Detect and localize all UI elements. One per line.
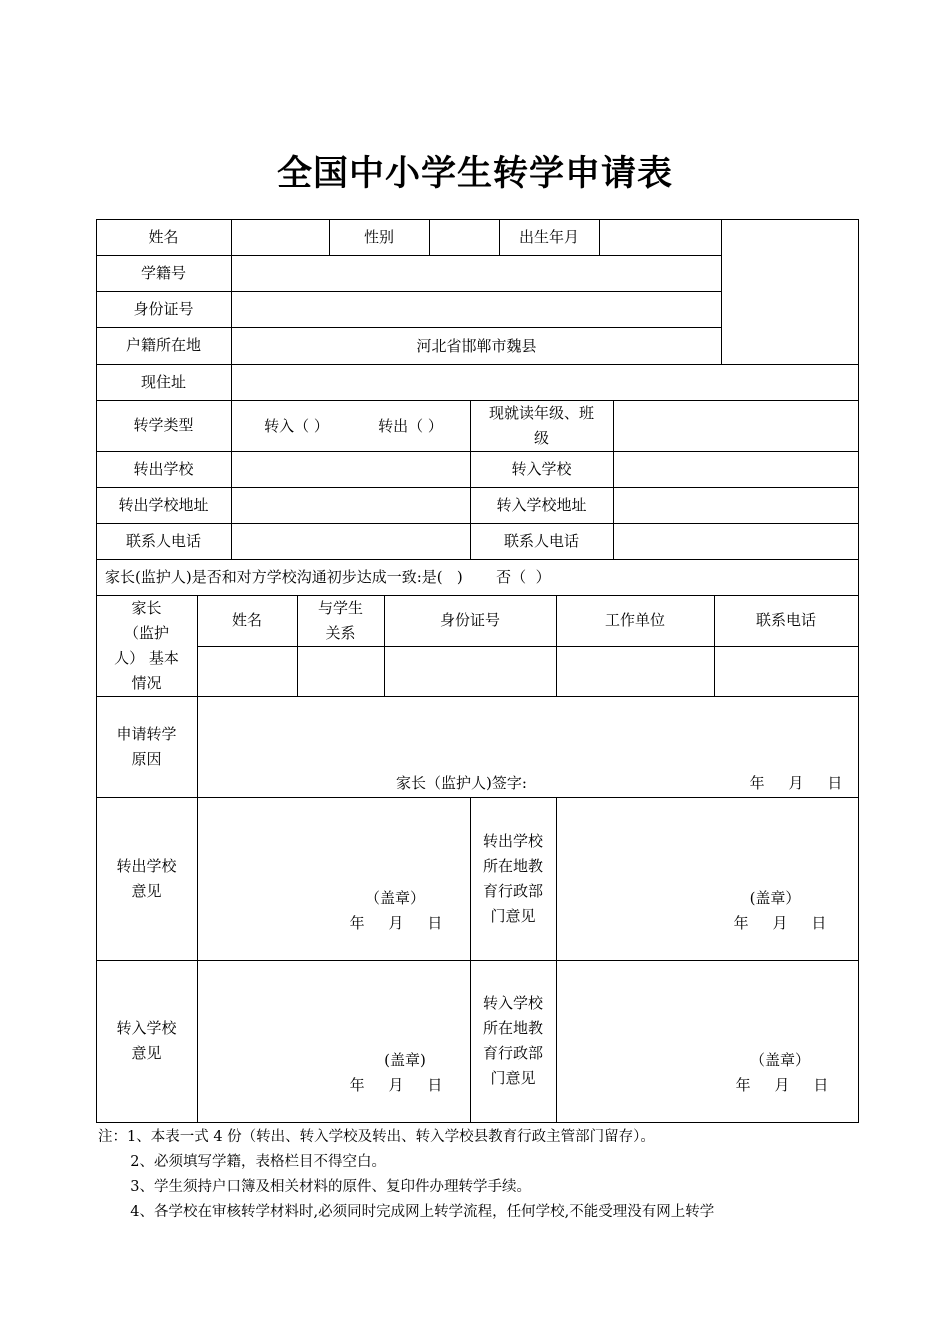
out-contact-phone-label: 联系人电话 (125, 531, 201, 550)
out-school-date: 年 月 日 (349, 914, 443, 932)
gender-label: 性别 (363, 227, 394, 246)
birth-field[interactable] (600, 220, 721, 255)
guardian-col-id: 身份证号 (439, 611, 500, 629)
guardian-relation-field[interactable] (298, 647, 384, 696)
out-edu-dept-date: 年 月 日 (733, 914, 827, 932)
in-school-opinion-field[interactable] (198, 961, 470, 1041)
reason-field[interactable] (198, 697, 858, 769)
in-school-label: 转入学校 (511, 459, 572, 478)
in-edu-dept-opinion-label: 转入学校 所在地教 育行政部 门意见 (482, 994, 543, 1087)
out-school-seal: （盖章） (364, 889, 425, 907)
in-contact-phone-label: 联系人电话 (503, 531, 579, 550)
guardian-id-field[interactable] (385, 647, 556, 696)
student-id-field[interactable] (232, 256, 721, 291)
out-school-opinion-label: 转出学校 意见 (116, 856, 177, 900)
in-school-date: 年 月 日 (349, 1076, 443, 1094)
in-contact-phone-field[interactable] (614, 524, 858, 559)
reason-date: 年 月 日 (749, 774, 843, 792)
hukou-label: 户籍所在地 (125, 336, 201, 354)
photo-area (722, 220, 858, 364)
out-school-field[interactable] (232, 452, 470, 487)
in-school-field[interactable] (614, 452, 858, 487)
consensus-question[interactable]: 家长(监护人)是否和对方学校沟通初步达成一致:是( ) 否（ ） (105, 568, 551, 586)
name-label: 姓名 (148, 227, 179, 246)
guardian-col-name: 姓名 (231, 611, 262, 629)
guardian-work-field[interactable] (557, 647, 714, 696)
out-edu-dept-seal: (盖章） (749, 889, 801, 907)
id-card-label: 身份证号 (133, 299, 194, 318)
guardian-col-relation: 与学生 关系 (317, 598, 363, 642)
student-id-label: 学籍号 (140, 263, 186, 282)
reason-label: 申请转学 原因 (116, 724, 177, 768)
grade-field[interactable] (614, 401, 858, 451)
guardian-col-work: 工作单位 (604, 611, 665, 629)
note-line: 3、学生须持户口簿及相关材料的原件、复印件办理转学手续。 (98, 1179, 531, 1195)
in-school-opinion-label: 转入学校 意见 (116, 1019, 177, 1062)
guardian-phone-field[interactable] (715, 647, 858, 696)
id-card-field[interactable] (232, 292, 721, 327)
grade-label: 现就读年级、班 级 (488, 403, 594, 447)
in-edu-dept-seal: （盖章） (749, 1051, 810, 1069)
note-line: 注：1、本表一式 4 份（转出、转入学校及转出、转入学校县教育行政主管部门留存）。 (98, 1129, 655, 1145)
out-school-address-label: 转出学校地址 (118, 495, 209, 514)
name-field[interactable] (232, 220, 329, 255)
in-edu-dept-opinion-field[interactable] (557, 961, 858, 1041)
birth-label: 出生年月 (518, 227, 579, 246)
out-school-address-field[interactable] (232, 488, 470, 523)
in-school-address-label: 转入学校地址 (496, 495, 587, 514)
gender-field[interactable] (430, 220, 499, 255)
address-label: 现住址 (140, 372, 186, 391)
in-school-seal: (盖章) (384, 1051, 426, 1069)
transfer-out-option[interactable]: 转出（ ） (378, 416, 443, 435)
address-field[interactable] (232, 365, 858, 400)
note-line: 4、各学校在审核转学材料时,必须同时完成网上转学流程，任何学校,不能受理没有网上转学 (98, 1204, 715, 1220)
guardian-name-field[interactable] (198, 647, 297, 696)
guardian-col-phone: 联系电话 (755, 611, 816, 629)
form-notes (98, 1125, 918, 1225)
out-school-opinion-field[interactable] (198, 798, 470, 878)
guardian-section-label: 家长 （监护 人） 基本 情况 (114, 598, 179, 692)
in-edu-dept-date: 年 月 日 (735, 1076, 829, 1094)
out-edu-dept-opinion-label: 转出学校 所在地教 育行政部 门意见 (482, 831, 543, 925)
in-school-address-field[interactable] (614, 488, 858, 523)
guardian-signature-label: 家长（监护人)签字: (396, 774, 527, 792)
transfer-in-option[interactable]: 转入（ ） (264, 416, 329, 435)
hukou-value[interactable]: 河北省邯郸市魏县 (416, 336, 537, 355)
out-contact-phone-field[interactable] (232, 524, 470, 559)
page-title: 全国中小学生转学申请表 (276, 154, 673, 194)
transfer-type-label: 转学类型 (133, 416, 194, 434)
out-school-label: 转出学校 (133, 459, 194, 478)
note-line: 2、必须填写学籍，表格栏目不得空白。 (98, 1154, 386, 1170)
out-edu-dept-opinion-field[interactable] (557, 798, 858, 878)
